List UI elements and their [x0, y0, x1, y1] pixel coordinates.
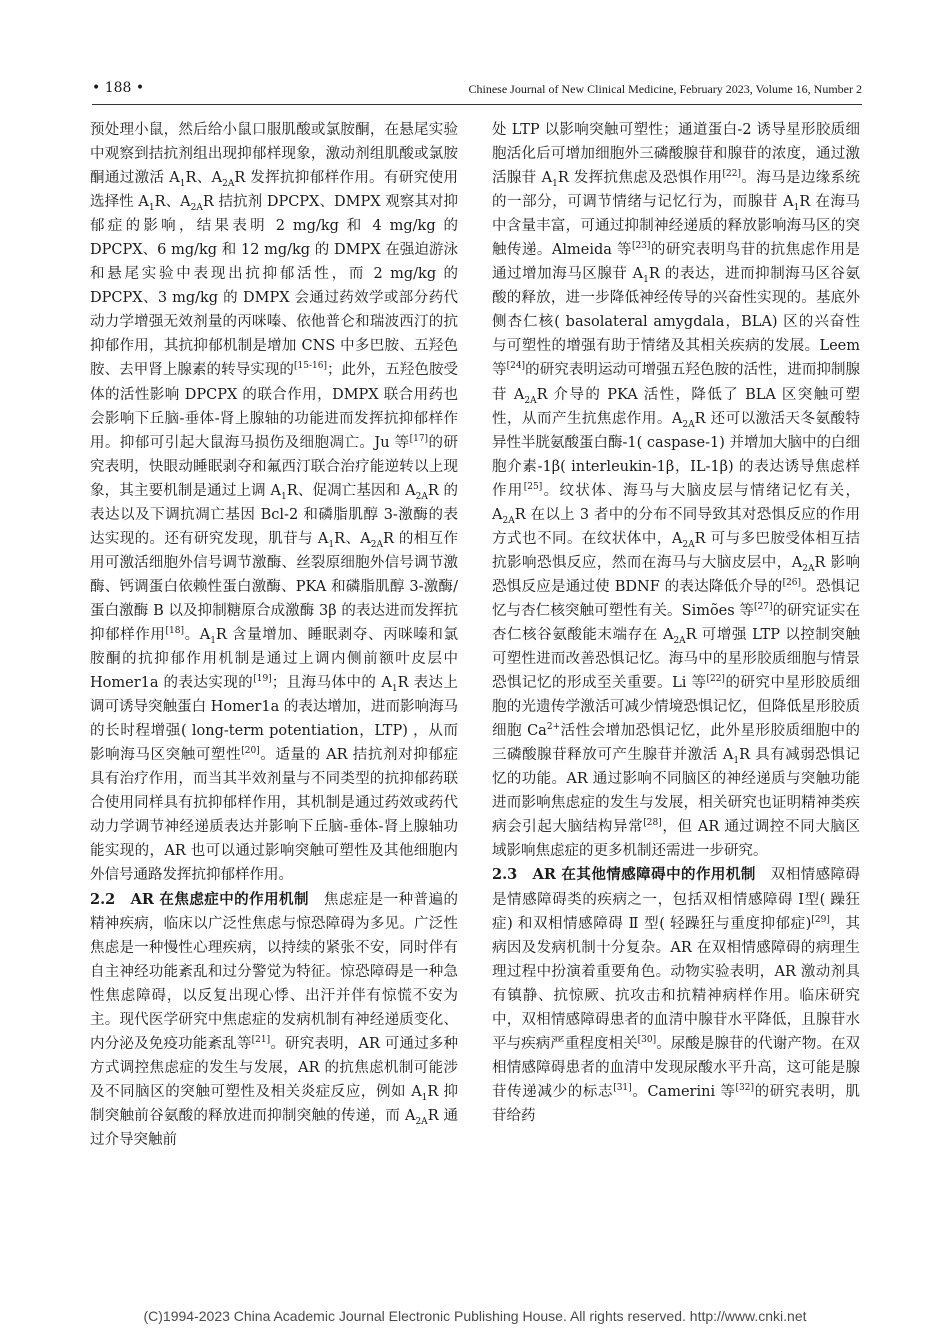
subscript: 2A — [682, 539, 695, 550]
copyright-footer: (C)1994-2023 China Academic Journal Electronic Publishing House. All rights reserved. http://www.cnki.net — [143, 1308, 807, 1324]
citation-superscript: [17] — [409, 433, 429, 444]
subscript: 2A — [682, 419, 695, 430]
section-heading-2-2: 2.2 AR 在焦虑症中的作用机制 — [90, 890, 324, 908]
subscript: 1 — [328, 539, 335, 550]
text-run: R 发挥抗抑郁样作用。有研究使用选择性 A — [90, 170, 459, 211]
citation-superscript: [29] — [811, 914, 830, 925]
text-run: R 影响恐惧反应是通过使 BDNF 的表达降低介导的 — [492, 554, 860, 595]
subscript: 1 — [148, 203, 155, 214]
text-run: R 介导的 PKA 活性，降低了 BLA 区突触可塑性，从而产生抗焦虑作用。A — [492, 386, 860, 427]
citation-superscript: 2+ — [546, 722, 561, 733]
text-run: R 在海马中含量丰富，可通过抑制神经递质的释放影响海马区的突触传递。Almeida 等 — [492, 194, 860, 259]
text-run: ；且海马体中的 A — [271, 675, 392, 692]
citation-superscript: [24] — [506, 361, 526, 372]
citation-superscript: [23] — [631, 241, 651, 252]
subscript: 1 — [179, 178, 186, 189]
subscript: 2A — [222, 178, 235, 189]
text-run: R 的相互作用可激活细胞外信号调节激酶、丝裂原细胞外信号调节激酶、钙调蛋白依赖性蛋白激酶、PKA 和磷脂肌醇 3-激酶/蛋白激酶 B 以及抑制糖原合成激酶 3β 的表达进而发挥抗抑郁样作用 — [90, 530, 458, 643]
text-run: R 可增强 LTP 以控制突触可塑性进而改善恐惧记忆。海马中的星形胶质细胞与情景恐惧记忆的形成至关重要。Li 等 — [492, 626, 860, 692]
citation-superscript: [25] — [523, 481, 543, 492]
subscript: 1 — [733, 756, 740, 767]
text-run: R 发挥抗焦虑及恐惧作用 — [557, 170, 723, 187]
citation-superscript: [30] — [637, 1034, 657, 1045]
citation-superscript: [27] — [754, 602, 773, 613]
text-run: ，但 AR 通过调控不同大脑区域影响焦虑症的更多机制还需进一步研究。 — [492, 819, 860, 860]
left-column — [90, 118, 458, 1152]
citation-superscript: [28] — [643, 818, 662, 829]
text-run: R 的表达以及下调抗凋亡基因 Bcl-2 和磷脂肌醇 3-激酶的表达实现的。还有研究发现，肌苷与 A — [90, 482, 459, 547]
text-run: 处 LTP 以影响突触可塑性；通道蛋白-2 诱导星形胶质细胞活化后可增加细胞外三磷酸腺苷和腺苷的浓度，通过激活腺苷 A — [492, 122, 860, 187]
paragraph-left-2 — [90, 892, 458, 1148]
subscript: 2A — [802, 563, 815, 574]
text-run: 的研究表明，快眼动睡眠剥夺和氟西汀联合治疗能逆转以上现象，其主要机制是通过上调 A — [90, 434, 458, 499]
text-run: R 通过介导突触前 — [90, 1107, 458, 1148]
text-run: 。适量的 AR 拮抗剂对抑郁症具有治疗作用，而当其半效剂量与不同类型的抗抑郁药联合使用同样具有抗抑郁样作用，其机制是通过药效或药代动力学调节神经递质表达并影响下丘脑-垂体-肾上腺轴功能实现的，AR 也可以通过影响突触可塑性及其他细胞内外信号通路发挥抗抑郁样作用。 — [90, 747, 458, 884]
subscript: 1 — [421, 1092, 428, 1103]
subscript: 2A — [502, 515, 515, 526]
citation-superscript: [15-16] — [293, 361, 327, 372]
text-run: 。恐惧记忆与杏仁核突触可塑性有关。Simões 等 — [492, 578, 861, 619]
subscript: 2A — [370, 539, 384, 550]
text-run: R 具有减弱恐惧记忆的功能。AR 通过影响不同脑区的神经递质与突触功能进而影响焦虑症的发生与发展，相关研究也证明精神类疾病会引起大脑结构异常 — [492, 747, 860, 836]
page-number: • 188 • — [92, 80, 145, 96]
text-run: 的研究表明鸟苷的抗焦虑作用是通过增加海马区腺苷 A — [492, 242, 860, 283]
text-run: ；此外，五羟色胺受体的活性影响 DPCPX 的联合作用，DMPX 联合用药也会影响下丘脑-垂体-肾上腺轴的功能进而发挥抗抑郁样作用。抑郁可引起大鼠海马损伤及细胞凋亡。Ju 等 — [90, 362, 459, 451]
subscript: 2A — [415, 1116, 428, 1127]
paragraph-left-1 — [90, 118, 458, 888]
text-run: R 的表达，进而抑制海马区谷氨酸的释放，进一步降低神经传导的兴奋性实现的。基底外侧杏仁核( basolateral amygdala，BLA) 区的兴奋性与可塑性的增强有助于情绪及其相关疾病的发展。Leem 等 — [492, 266, 860, 379]
text-run: 。尿酸是腺苷的代谢产物。在双相情感障碍患者的血清中发现尿酸水平升高，这可能是腺苷传递减少的标志 — [492, 1035, 861, 1100]
citation-superscript: [20] — [241, 746, 260, 757]
subscript: 1 — [552, 178, 558, 189]
subscript: 1 — [643, 275, 649, 286]
text-run: 。Camerini 等 — [631, 1083, 736, 1100]
text-run: 。海马是边缘系统的一部分，可调节情绪与记忆行为，而腺苷 A — [492, 170, 860, 211]
text-run: R 抑制突触前谷氨酸的释放进而抑制突触的传递，而 A — [90, 1083, 458, 1124]
subscript: 2A — [415, 491, 428, 502]
right-column — [492, 118, 860, 1128]
section-heading-2-3: 2.3 AR 在其他情感障碍中的作用机制 — [492, 866, 771, 884]
text-run: 的研究证实在杏仁核谷氨酸能末端存在 A — [492, 602, 861, 643]
text-run: 焦虑症是一种普遍的精神疾病，临床以广泛性焦虑与惊恐障碍为多见。广泛性焦虑是一种慢性心理疾病，以持续的紧张不安，同时伴有自主神经功能紊乱和过分警觉为特征。惊恐障碍是一种急性焦虑障碍，以反复出现心悸、出汗并伴有惊慌不安为主。现代医学研究中焦虑症的发病机制有神经递质变化、内分泌及免疫功能紊乱等 — [90, 891, 458, 1052]
text-run: 双相情感障碍是情感障碍类的疾病之一，包括双相情感障碍 Ⅰ型( 躁狂症) 和双相情感障碍 Ⅱ 型( 轻躁狂与重度抑郁症) — [492, 867, 861, 932]
subscript: 1 — [210, 635, 216, 646]
text-run: R、A — [154, 194, 191, 211]
text-run: R 可与多巴胺受体相互拮抗影响恐惧反应，然而在海马与大脑皮层中，A — [492, 530, 860, 571]
text-run: R 含量增加、睡眠剥夺、丙咪嗪和氯胺酮的抗抑郁作用机制是通过上调内侧前额叶皮层中 Homer1a 的表达实现的 — [90, 626, 458, 692]
subscript: 1 — [281, 491, 287, 502]
citation-superscript: [21] — [251, 1034, 271, 1045]
text-run: ，其病因及发病机制十分复杂。AR 在双相情感障碍的病理生理过程中扮演着重要角色。动物实验表明，AR 激动剂具有镇静、抗惊厥、抗攻击和抗精神病样作用。临床研究中，双相情感障碍患者的血清中腺苷水平降低，且腺苷水平与疾病严重程度相关 — [492, 915, 860, 1052]
subscript: 1 — [793, 203, 800, 214]
citation-superscript: [22] — [706, 674, 725, 685]
section-2-3-paragraph — [492, 863, 860, 1128]
text-run: 。纹状体、海马与大脑皮层与情绪记忆有关，A — [492, 482, 861, 523]
text-run: R、A — [185, 170, 223, 187]
citation-superscript: [31] — [613, 1083, 632, 1094]
citation-superscript: [26] — [782, 578, 802, 589]
text-run: R 在以上 3 者中的分布不同导致其对恐惧反应的作用方式也不同。在纹状体中，A — [492, 506, 860, 547]
text-run: 。A — [184, 626, 211, 643]
paragraph-right-1 — [492, 118, 860, 863]
text-run: 预处理小鼠，然后给小鼠口服肌酸或氯胺酮，在悬尾实验中观察到拮抗剂组出现抑郁样现象，激动剂组肌酸或氯胺酮通过激活 A — [90, 122, 458, 187]
paragraph-right-2 — [492, 867, 860, 1123]
citation-superscript: [32] — [735, 1083, 754, 1094]
citation-superscript: [22] — [722, 169, 741, 180]
citation-superscript: [19] — [253, 674, 272, 685]
subscript: 1 — [391, 683, 398, 694]
text-run: 的研究中星形胶质细胞的光遗传学激活可减少情境恐惧记忆，但降低星形胶质细胞 Ca — [492, 675, 861, 740]
text-run: 。研究表明，AR 可通过多种方式调控焦虑症的发生与发展，AR 的抗焦虑机制可能涉及不同脑区的突触可塑性及相关炎症反应，例如 A — [90, 1035, 459, 1100]
running-header — [92, 80, 862, 100]
text-run: R 拮抗剂 DPCPX、DMPX 观察其对抑郁症的影响，结果表明 2 mg/kg 和 4 mg/kg 的 DPCPX、6 mg/kg 和 12 mg/kg 的 DMPX 在强迫游泳和悬尾实验中表现出抗抑郁活性，而 2 mg/kg 的 DPCPX、3 mg/kg 的 DMPX 会通过药效学或部分药代动力学增强无效剂量的丙咪嗪、依他普仑和瑞波西汀的抗抑郁作用，其抗抑郁机制是增加 CNS 中多巴胺、五羟色胺、去甲肾上腺素的转导实现的 — [90, 194, 459, 379]
text-run: 的研究表明，肌苷给药 — [492, 1083, 860, 1124]
citation-superscript: [18] — [165, 626, 184, 637]
text-run: 的研究表明运动可增强五羟色胺的活性，进而抑制腺苷 A — [492, 362, 861, 403]
header-rule — [92, 104, 862, 105]
text-run: R 还可以激活天冬氨酸特异性半胱氨酸蛋白酶-1( caspase-1) 并增加大脑中的白细胞介素-1β( interleukin-1β，IL-1β) 的表达诱导焦虑样作用 — [492, 410, 860, 499]
section-2-2-paragraph — [90, 888, 458, 1153]
journal-info: Chinese Journal of New Clinical Medicine, February 2023, Volume 16, Number 2 — [468, 82, 862, 96]
subscript: 2A — [524, 395, 537, 406]
text-run: R 表达上调可诱导突触蛋白 Homer1a 的表达增加，进而影响海马的长时程增强( long-term potentiation，LTP) ，从而影响海马区突触可塑性 — [90, 675, 458, 764]
text-run: R、A — [334, 530, 371, 547]
subscript: 2A — [673, 635, 686, 646]
text-run: 活性会增加恐惧记忆，此外星形胶质细胞中的三磷酸腺苷释放可产生腺苷并激活 A — [492, 723, 861, 764]
text-run: R、促凋亡基因和 A — [286, 482, 416, 499]
subscript: 2A — [190, 203, 203, 214]
